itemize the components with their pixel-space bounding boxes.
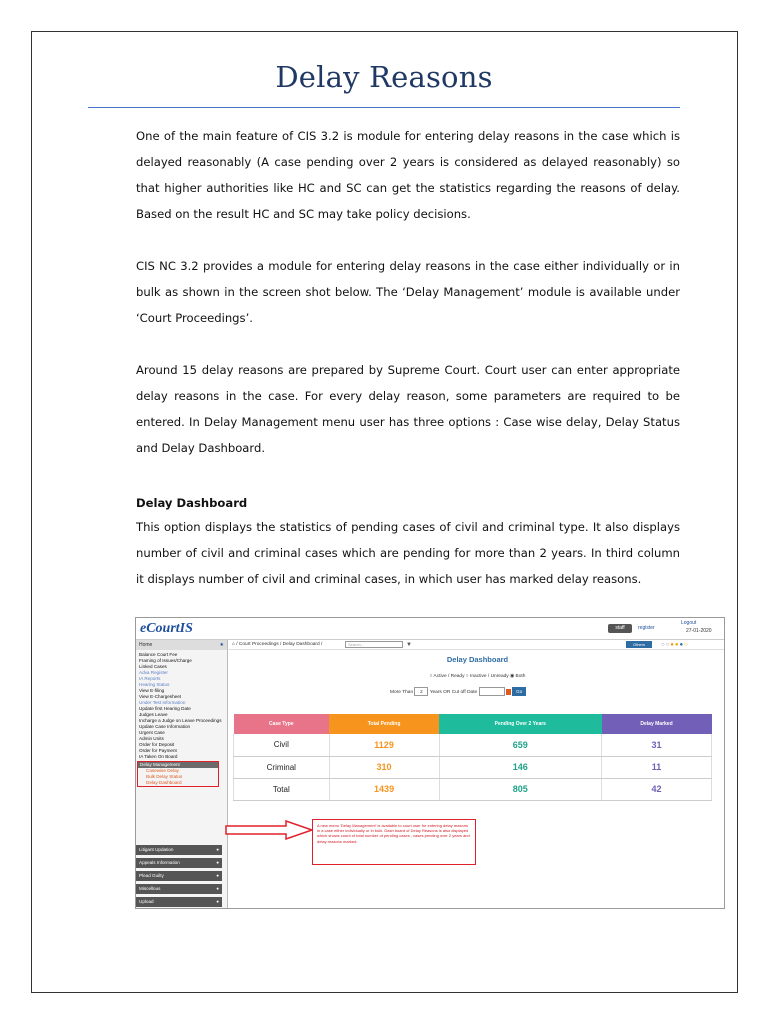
cell-total-pending[interactable]: 310 (329, 756, 439, 778)
callout-arrow (224, 820, 316, 840)
logout-link[interactable]: Logout (681, 620, 697, 626)
dashboard-title: Delay Dashboard (446, 655, 509, 664)
or-label: OR (443, 689, 451, 695)
years-input[interactable]: 2 (414, 687, 428, 696)
sidebar-item[interactable]: Admin Units (139, 736, 164, 741)
sidebar-section-misc[interactable] (136, 884, 222, 894)
cell-delay-marked[interactable]: 42 (602, 778, 712, 800)
sidebar-home-label: Home (139, 642, 153, 648)
header-pending-over: Pending Over 2 Years (439, 714, 602, 734)
staff-button[interactable]: staff (608, 624, 632, 633)
cell-total-pending[interactable]: 1129 (329, 734, 439, 756)
header-total-pending: Total Pending (329, 714, 439, 734)
plus-icon: ● (216, 847, 219, 852)
bulk-delay-status-item[interactable]: Bulk Delay Status (146, 774, 183, 779)
sidebar-item[interactable]: Hearing Status (139, 682, 170, 687)
go-button[interactable]: Go (512, 687, 526, 696)
years-label: Years (429, 689, 442, 695)
breadcrumb (229, 640, 725, 650)
sidebar-item[interactable]: Order for Payment (139, 748, 177, 753)
cell-case-type: Criminal (234, 756, 330, 778)
delay-management-menu (137, 761, 219, 787)
delay-management-item[interactable]: Delay Management (138, 762, 218, 768)
filter-icon[interactable]: ▼ (406, 642, 412, 648)
casewise-delay-item[interactable]: Casewise Delay (146, 768, 179, 773)
plus-icon: ● (216, 860, 219, 865)
star-icon[interactable]: ★ (219, 642, 224, 648)
calendar-icon[interactable] (506, 689, 511, 695)
plus-icon: ● (216, 873, 219, 878)
callout-box: A new menu 'Delay Management' is available to court user for entering delay reasons in a case either individually or in bulk. Dash board of Delay Reasons is also displayed which shows count of total number of pending cases , cases pending over 2 years and delay reasons marked. (312, 819, 476, 865)
sidebar-item[interactable]: Linked Cases (139, 664, 167, 669)
register-link[interactable]: register (638, 625, 655, 631)
circle-icon[interactable]: ● (679, 642, 685, 648)
search-input[interactable]: Search... (345, 641, 403, 648)
cell-delay-marked[interactable]: 31 (602, 734, 712, 756)
delay-dashboard-table (233, 714, 712, 801)
sidebar-item[interactable]: Framing of Issues/Charge (139, 658, 192, 663)
sidebar-item[interactable]: Balance Court Fee (139, 652, 178, 657)
sidebar-section-label: Appeals Information (139, 860, 180, 865)
app-header (136, 618, 724, 640)
cell-pending-over[interactable]: 805 (439, 778, 602, 800)
table-row (234, 756, 712, 778)
table-row (234, 734, 712, 756)
app-logo: eCourtIS (140, 621, 193, 636)
sidebar-section-label: Litigant Updation (139, 847, 174, 852)
plus-icon: ● (216, 886, 219, 891)
circle-icon[interactable]: ● (670, 642, 675, 648)
cell-delay-marked[interactable]: 11 (602, 756, 712, 778)
sidebar-section-upload[interactable] (136, 897, 222, 907)
section-heading: Delay Dashboard (136, 496, 248, 510)
header-case-type: Case Type (234, 714, 330, 734)
cell-pending-over[interactable]: 659 (439, 734, 602, 756)
sidebar-section-appeals[interactable] (136, 858, 222, 868)
plus-icon: ● (216, 899, 219, 904)
cell-case-type: Civil (234, 734, 330, 756)
sidebar-section-plead[interactable] (136, 871, 222, 881)
page-title: Delay Reasons (275, 60, 493, 94)
sidebar (136, 640, 228, 909)
sidebar-item[interactable]: View E-Chargesheet (139, 694, 182, 699)
section-paragraph: This option displays the statistics of pending cases of civil and criminal type. It also displays number of civil and criminal cases which are pending for more than 2 years. In third column it displays number of civil and criminal cases, in which user has marked delay reasons. (136, 520, 680, 586)
cutoff-label: Cut off Date (451, 689, 478, 695)
sidebar-section-label: Plead Guilty (139, 873, 164, 878)
cell-case-type: Total (234, 778, 330, 800)
paragraph-intro: One of the main feature of CIS 3.2 is module for entering delay reasons in the case which is delayed reasonably (A case pending over 2 years is considered as delayed reasonably) so that higher authorities like HC and SC can get the statistics regarding the reasons of delay. Based on the result HC and SC may take policy decisions. (136, 129, 680, 221)
sidebar-item[interactable]: Under Test Information (139, 700, 186, 705)
cell-total-pending[interactable]: 1439 (329, 778, 439, 800)
paragraph-reasons: Around 15 delay reasons are prepared by Supreme Court. Court user can enter appropriate delay reasons in the case. For every delay reason, some parameters are required to be entered. In Delay Management menu user has three options : Case wise delay, Delay Status and Delay Dashboard. (136, 363, 680, 455)
sidebar-item[interactable]: View E-filing (139, 688, 165, 693)
delay-dashboard-item[interactable]: Delay Dashboard (146, 780, 182, 785)
title-rule (88, 107, 680, 108)
cell-pending-over[interactable]: 146 (439, 756, 602, 778)
sidebar-section-litigant[interactable] (136, 845, 222, 855)
circle-icon[interactable]: ○ (665, 642, 671, 648)
filter-row (390, 687, 526, 696)
sidebar-item[interactable]: Adva Register (139, 670, 168, 675)
sidebar-item[interactable]: Incharge a Judge on Leave Proceedings (139, 718, 222, 723)
circle-icon[interactable]: ● (674, 642, 680, 648)
sidebar-item[interactable]: Update first Hearing Date (139, 706, 191, 711)
sidebar-section-label: Upload (139, 899, 154, 904)
circle-icon[interactable]: ○ (661, 642, 666, 648)
others-tab[interactable]: Others (626, 641, 652, 648)
sidebar-item[interactable]: Update Case Information (139, 724, 191, 729)
cutoff-date-input[interactable] (479, 687, 505, 696)
table-row (234, 778, 712, 800)
header-delay-marked: Delay Marked (602, 714, 712, 734)
theme-dots[interactable] (661, 640, 689, 650)
breadcrumb-text: ⌂ / Court Proceedings / Delay Dashboard / (232, 642, 323, 647)
sidebar-section-label: Miscellous (139, 886, 161, 891)
paragraph-module: CIS NC 3.2 provides a module for entering delay reasons in the case either individually or in bulk as shown in the screen shot below. The ‘Delay Management’ module is available under ‘Court Proceedings’. (136, 259, 680, 325)
circle-icon[interactable]: ○ (684, 642, 689, 648)
ecourts-screenshot (135, 617, 725, 909)
table-header-row (234, 714, 712, 734)
sidebar-item[interactable]: Urgent Case (139, 730, 165, 735)
sidebar-item[interactable]: IA Reports (139, 676, 161, 681)
sidebar-item[interactable]: IA Taken On Board (139, 754, 178, 759)
sidebar-item[interactable]: Order for Deposit (139, 742, 175, 747)
sidebar-home[interactable] (136, 640, 227, 650)
sidebar-item[interactable]: Judges Leave (139, 712, 168, 717)
status-radios[interactable]: ○ Active / Ready ○ Inactive / Unready ◉ Both (429, 674, 526, 679)
more-than-label: More Than (390, 689, 414, 695)
header-date: 27-01-2020 (686, 628, 712, 634)
